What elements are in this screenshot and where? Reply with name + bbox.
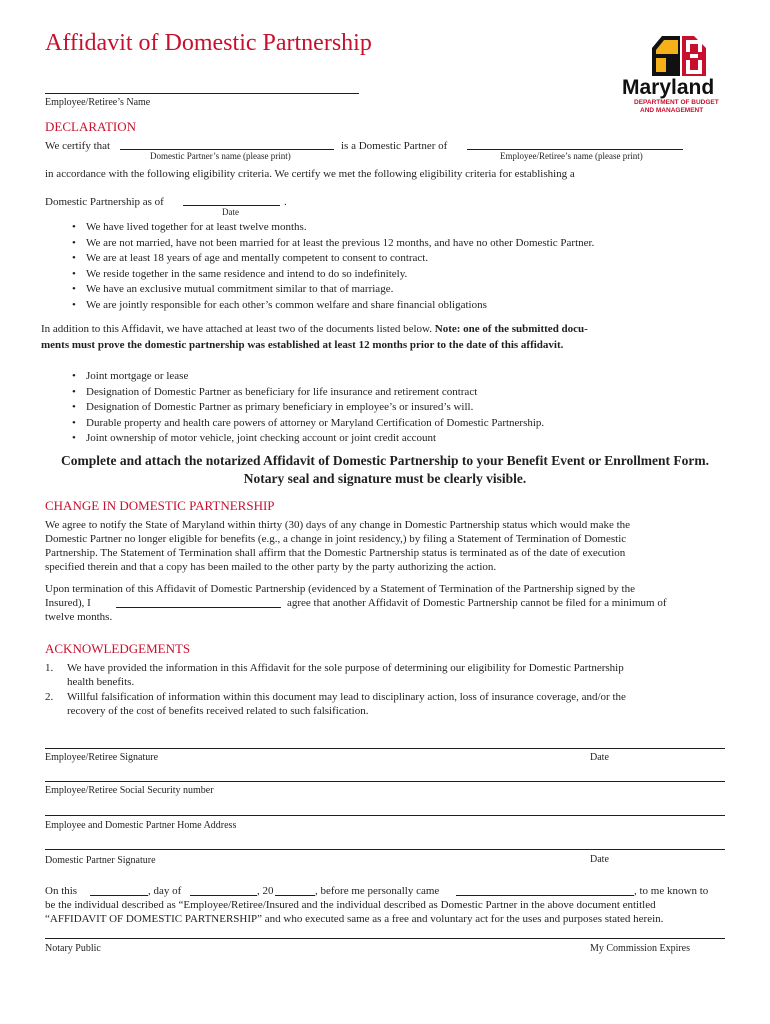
notary-public-field[interactable]	[45, 938, 725, 939]
change-para1-line: Partnership. The Statement of Termination shall affirm that the Domestic Partnership status is terminated as of the date of execution	[45, 547, 626, 559]
ssn-field[interactable]	[45, 781, 725, 782]
maryland-logo	[620, 30, 730, 115]
employee-signature-label: Employee/Retiree Signature	[45, 752, 159, 763]
logo-dept-line1: DEPARTMENT OF BUDGET	[634, 99, 719, 106]
home-address-label: Employee and Domestic Partner Home Address	[45, 820, 237, 831]
insured-name-field[interactable]	[116, 607, 281, 608]
employee-signature-field[interactable]	[45, 748, 725, 749]
notice-line1: Complete and attach the notarized Affidavit of Domestic Partnership to your Benefit Event or Enrollment Form.	[61, 453, 709, 468]
notary-year-prefix: , 20	[257, 885, 274, 897]
list-item: • Designation of Domestic Partner as primary beneficiary in employee’s or insured’s will.	[72, 400, 544, 416]
certify-prefix: We certify that	[45, 140, 111, 152]
partner-signature-field[interactable]	[45, 849, 725, 850]
ack-line: Willful falsification of information within this document may lead to disciplinary action, loss of insurance coverage, and/or the	[67, 690, 626, 703]
list-item: • Joint mortgage or lease	[72, 369, 544, 385]
criteria-text: in accordance with the following eligibility criteria. We certify we met the following eligibility criteria for establishing a	[45, 168, 575, 180]
partnership-date-field[interactable]	[183, 205, 280, 206]
documents-intro-line1	[41, 322, 588, 336]
change-para2-suffix: agree that another Affidavit of Domestic Partnership cannot be filed for a minimum of	[287, 597, 667, 609]
notary-before-me: , before me personally came	[315, 885, 440, 897]
change-para1-line: specified therein and that a copy has been mailed to the other party by the party authorizing the action.	[45, 561, 497, 573]
employee-name-line[interactable]	[45, 93, 359, 94]
ack-line: health benefits.	[67, 676, 135, 689]
acknowledgements-heading: ACKNOWLEDGEMENTS	[45, 641, 191, 656]
notary-line2: be the individual described as “Employee/Retiree/Insured and the individual described as Domestic Partner in the above document entitled	[45, 899, 656, 911]
ssn-label: Employee/Retiree Social Security number	[45, 785, 214, 796]
ack-number: 1.	[45, 662, 54, 674]
notary-year-field[interactable]	[275, 895, 315, 896]
notary-day-field[interactable]	[90, 895, 148, 896]
ack-line: We have provided the information in this Affidavit for the sole purpose of determining our eligibility for Domestic Partnership	[67, 662, 624, 674]
notary-day-of: , day of	[148, 885, 182, 897]
list-item: • Durable property and health care powers of attorney or Maryland Certification of Domestic Partnership.	[72, 416, 544, 432]
date-label: Date	[590, 854, 609, 865]
documents-intro: In addition to this Affidavit, we have attached at least two of the documents listed below.	[41, 323, 433, 335]
list-item	[45, 661, 725, 690]
employee-name-field-label: Employee/Retiree’s name (please print)	[500, 151, 643, 161]
list-item: • We have an exclusive mutual commitment similar to that of marriage.	[72, 282, 594, 298]
list-item: • Joint ownership of motor vehicle, joint checking account or joint credit account	[72, 431, 544, 447]
documents-note-line2: ments must prove the domestic partnership was established at least 12 months prior to the date of this affidavit.	[41, 339, 564, 351]
declaration-heading: DECLARATION	[45, 119, 136, 134]
notary-known-to-me: , to me known to	[634, 885, 709, 897]
maryland-flag-icon	[620, 30, 730, 80]
commission-expires-label: My Commission Expires	[590, 943, 691, 954]
home-address-field[interactable]	[45, 815, 725, 816]
as-of-period: .	[284, 196, 287, 208]
logo-dept-line2: AND MANAGEMENT	[640, 107, 704, 114]
notary-line3: “AFFIDAVIT OF DOMESTIC PARTNERSHIP” and who executed same as a free and voluntary act for the uses and purposes stated herein.	[45, 913, 664, 925]
as-of-text: Domestic Partnership as of	[45, 196, 164, 208]
change-para2-prefix: Insured), I	[45, 597, 91, 609]
partner-name-label: Domestic Partner’s name (please print)	[150, 151, 291, 161]
employee-name-label: Employee/Retiree’s Name	[45, 97, 151, 108]
change-para2-line3: twelve months.	[45, 611, 113, 623]
list-item: • We are at least 18 years of age and mentally competent to consent to contract.	[72, 251, 594, 267]
logo-maryland-text: Maryland	[622, 76, 715, 99]
partner-name-field[interactable]	[120, 149, 334, 150]
notary-person-field[interactable]	[456, 895, 634, 896]
employee-name-field[interactable]	[467, 149, 683, 150]
list-item: • We are not married, have not been married for at least the previous 12 months, and have no other Domestic Partner.	[72, 236, 594, 252]
change-para1-line: Domestic Partner no longer eligible for benefits (e.g., a change in joint residency,) by filing a Statement of Termination of Domestic	[45, 533, 627, 545]
change-para1-line: We agree to notify the State of Maryland within thirty (30) days of any change in Domestic Partnership status which would make the	[45, 519, 631, 531]
ack-line: recovery of the cost of benefits received related to such falsification.	[67, 704, 369, 717]
notice-line2: Notary seal and signature must be clearly visible.	[243, 471, 527, 486]
list-item: • We have lived together for at least twelve months.	[72, 220, 594, 236]
change-heading: CHANGE IN DOMESTIC PARTNERSHIP	[45, 498, 275, 513]
list-item	[45, 690, 725, 719]
date-label: Date	[222, 207, 239, 217]
documents-note-line1: Note: one of the submitted docu-	[434, 323, 588, 335]
list-item: • Designation of Domestic Partner as beneficiary for life insurance and retirement contract	[72, 385, 544, 401]
date-label: Date	[590, 752, 609, 763]
partner-signature-label: Domestic Partner Signature	[45, 855, 156, 866]
page-title: Affidavit of Domestic Partnership	[45, 30, 372, 56]
acknowledgements-list	[45, 661, 725, 718]
documents-list	[72, 369, 544, 447]
notary-month-field[interactable]	[190, 895, 257, 896]
ack-number: 2.	[45, 690, 54, 703]
change-para2-line1: Upon termination of this Affidavit of Domestic Partnership (evidenced by a Statement of Termination of the Partnership signed by the	[45, 583, 635, 595]
is-partner-of-text: is a Domestic Partner of	[341, 140, 448, 152]
list-item: • We are jointly responsible for each other’s common welfare and share financial obligations	[72, 298, 594, 314]
notary-on-this: On this	[45, 885, 78, 897]
list-item: • We reside together in the same residence and intend to do so indefinitely.	[72, 267, 594, 283]
notary-public-label: Notary Public	[45, 943, 101, 954]
criteria-list	[72, 220, 594, 313]
